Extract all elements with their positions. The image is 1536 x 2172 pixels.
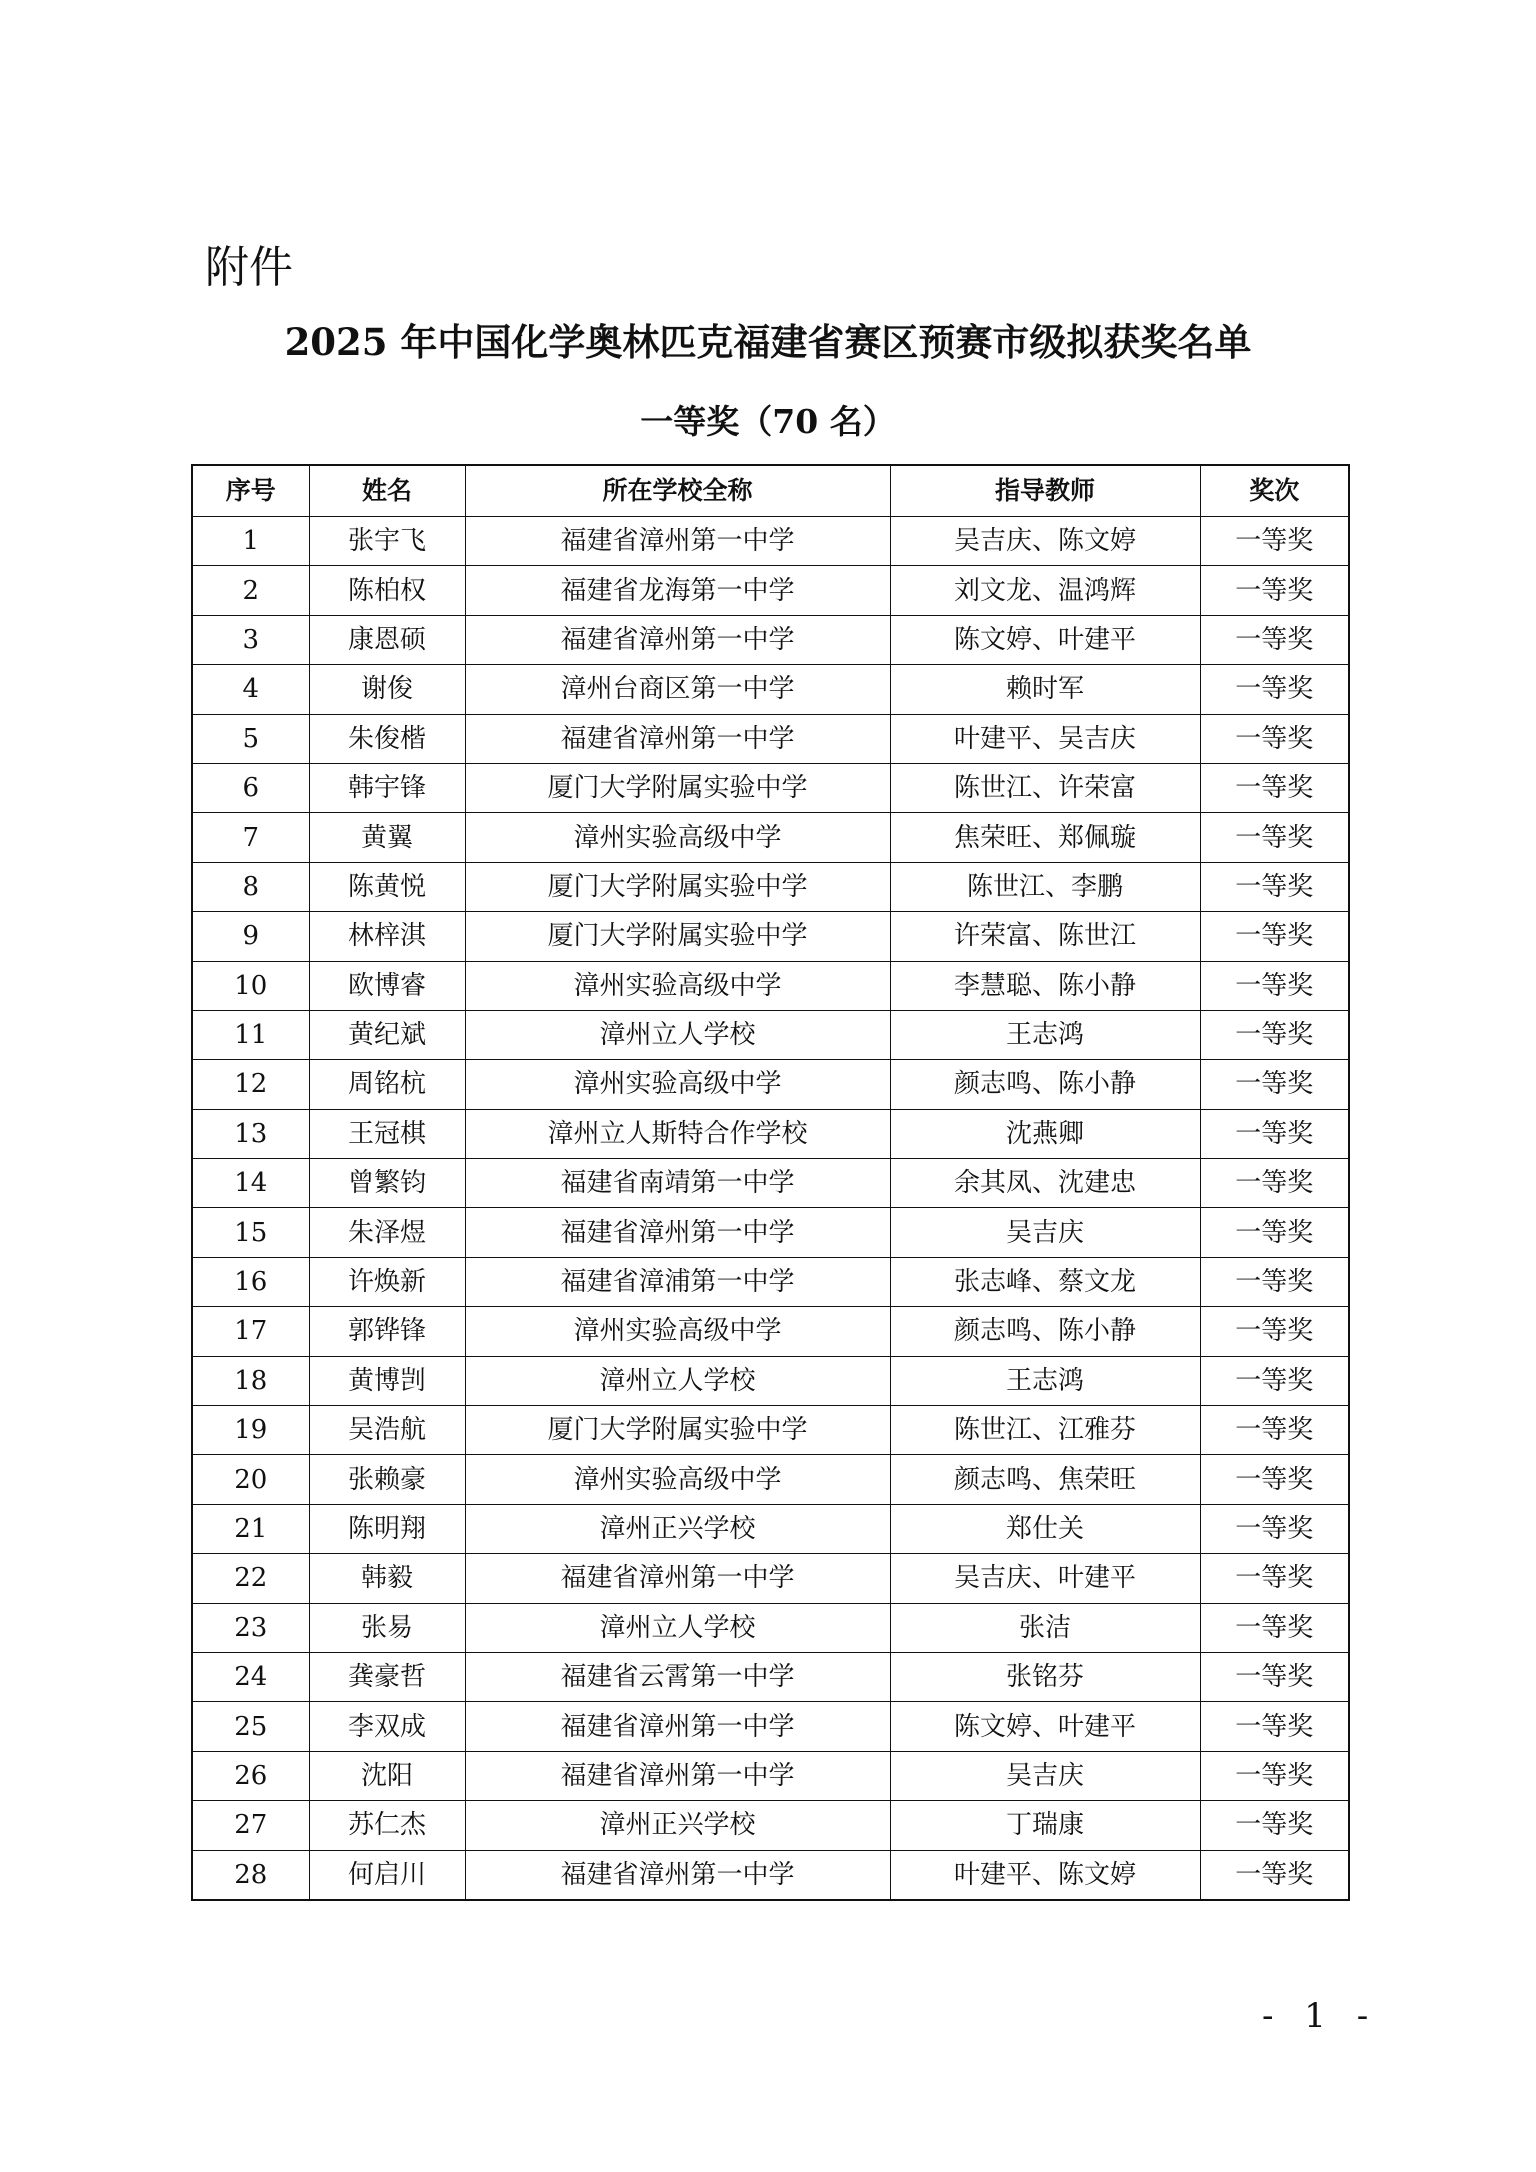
cell-award: 一等奖 bbox=[1200, 862, 1349, 911]
cell-teacher: 张洁 bbox=[890, 1603, 1200, 1652]
cell-school: 福建省漳州第一中学 bbox=[465, 517, 890, 566]
table-row bbox=[192, 714, 1349, 763]
cell-name: 韩宇锋 bbox=[309, 763, 465, 812]
cell-school: 福建省云霄第一中学 bbox=[465, 1652, 890, 1701]
header-seq: 序号 bbox=[192, 465, 309, 517]
cell-name: 欧博睿 bbox=[309, 961, 465, 1010]
cell-seq: 16 bbox=[192, 1257, 309, 1306]
cell-school: 福建省漳州第一中学 bbox=[465, 1208, 890, 1257]
cell-teacher: 王志鸿 bbox=[890, 1356, 1200, 1405]
cell-teacher: 余其凤、沈建忠 bbox=[890, 1159, 1200, 1208]
cell-teacher: 陈世江、江雅芬 bbox=[890, 1406, 1200, 1455]
cell-seq: 19 bbox=[192, 1406, 309, 1455]
cell-seq: 11 bbox=[192, 1010, 309, 1059]
cell-seq: 5 bbox=[192, 714, 309, 763]
table-row bbox=[192, 1109, 1349, 1158]
cell-teacher: 叶建平、吴吉庆 bbox=[890, 714, 1200, 763]
cell-seq: 17 bbox=[192, 1307, 309, 1356]
header-teacher: 指导教师 bbox=[890, 465, 1200, 517]
award-level-heading: 一等奖（70 名） bbox=[640, 402, 896, 441]
cell-seq: 22 bbox=[192, 1554, 309, 1603]
cell-seq: 26 bbox=[192, 1751, 309, 1800]
cell-teacher: 丁瑞康 bbox=[890, 1801, 1200, 1850]
cell-seq: 25 bbox=[192, 1702, 309, 1751]
table-row bbox=[192, 1751, 1349, 1800]
cell-seq: 4 bbox=[192, 665, 309, 714]
table-row bbox=[192, 1406, 1349, 1455]
cell-award: 一等奖 bbox=[1200, 763, 1349, 812]
cell-seq: 9 bbox=[192, 912, 309, 961]
table-row bbox=[192, 1356, 1349, 1405]
cell-school: 福建省漳州第一中学 bbox=[465, 1850, 890, 1900]
cell-seq: 18 bbox=[192, 1356, 309, 1405]
cell-name: 谢俊 bbox=[309, 665, 465, 714]
cell-teacher: 吴吉庆 bbox=[890, 1208, 1200, 1257]
table-row bbox=[192, 1208, 1349, 1257]
cell-name: 吴浩航 bbox=[309, 1406, 465, 1455]
cell-teacher: 刘文龙、温鸿辉 bbox=[890, 566, 1200, 615]
table-body bbox=[192, 517, 1349, 1900]
cell-teacher: 颜志鸣、陈小静 bbox=[890, 1060, 1200, 1109]
header-school: 所在学校全称 bbox=[465, 465, 890, 517]
cell-teacher: 沈燕卿 bbox=[890, 1109, 1200, 1158]
cell-name: 陈黄悦 bbox=[309, 862, 465, 911]
cell-teacher: 颜志鸣、陈小静 bbox=[890, 1307, 1200, 1356]
header-name: 姓名 bbox=[309, 465, 465, 517]
cell-name: 何启川 bbox=[309, 1850, 465, 1900]
page-number: - 1 - bbox=[1262, 1996, 1379, 2036]
cell-name: 张宇飞 bbox=[309, 517, 465, 566]
cell-school: 漳州正兴学校 bbox=[465, 1801, 890, 1850]
cell-award: 一等奖 bbox=[1200, 1751, 1349, 1800]
cell-school: 福建省漳州第一中学 bbox=[465, 615, 890, 664]
cell-seq: 13 bbox=[192, 1109, 309, 1158]
cell-teacher: 赖时军 bbox=[890, 665, 1200, 714]
cell-name: 朱俊楷 bbox=[309, 714, 465, 763]
cell-award: 一等奖 bbox=[1200, 1356, 1349, 1405]
table-row bbox=[192, 665, 1349, 714]
cell-teacher: 李慧聪、陈小静 bbox=[890, 961, 1200, 1010]
cell-teacher: 张铭芬 bbox=[890, 1652, 1200, 1701]
cell-teacher: 叶建平、陈文婷 bbox=[890, 1850, 1200, 1900]
cell-teacher: 陈文婷、叶建平 bbox=[890, 1702, 1200, 1751]
cell-teacher: 陈文婷、叶建平 bbox=[890, 615, 1200, 664]
table-row bbox=[192, 1010, 1349, 1059]
cell-award: 一等奖 bbox=[1200, 1702, 1349, 1751]
cell-school: 漳州实验高级中学 bbox=[465, 1455, 890, 1504]
cell-name: 张易 bbox=[309, 1603, 465, 1652]
table-row bbox=[192, 1652, 1349, 1701]
cell-name: 郭铧锋 bbox=[309, 1307, 465, 1356]
cell-name: 陈柏权 bbox=[309, 566, 465, 615]
cell-award: 一等奖 bbox=[1200, 1257, 1349, 1306]
cell-school: 漳州实验高级中学 bbox=[465, 961, 890, 1010]
cell-name: 林梓淇 bbox=[309, 912, 465, 961]
cell-name: 黄纪斌 bbox=[309, 1010, 465, 1059]
cell-school: 漳州实验高级中学 bbox=[465, 1307, 890, 1356]
cell-school: 福建省漳浦第一中学 bbox=[465, 1257, 890, 1306]
table-row bbox=[192, 566, 1349, 615]
cell-name: 许焕新 bbox=[309, 1257, 465, 1306]
cell-school: 福建省漳州第一中学 bbox=[465, 1554, 890, 1603]
table-row bbox=[192, 961, 1349, 1010]
cell-seq: 8 bbox=[192, 862, 309, 911]
cell-seq: 15 bbox=[192, 1208, 309, 1257]
cell-school: 漳州实验高级中学 bbox=[465, 1060, 890, 1109]
cell-name: 苏仁杰 bbox=[309, 1801, 465, 1850]
cell-seq: 1 bbox=[192, 517, 309, 566]
cell-name: 王冠棋 bbox=[309, 1109, 465, 1158]
cell-award: 一等奖 bbox=[1200, 665, 1349, 714]
cell-teacher: 陈世江、李鹏 bbox=[890, 862, 1200, 911]
cell-school: 漳州正兴学校 bbox=[465, 1504, 890, 1553]
cell-seq: 28 bbox=[192, 1850, 309, 1900]
cell-award: 一等奖 bbox=[1200, 1307, 1349, 1356]
cell-school: 福建省龙海第一中学 bbox=[465, 566, 890, 615]
cell-name: 李双成 bbox=[309, 1702, 465, 1751]
cell-award: 一等奖 bbox=[1200, 714, 1349, 763]
cell-seq: 24 bbox=[192, 1652, 309, 1701]
attachment-label: 附件 bbox=[205, 242, 293, 293]
cell-seq: 20 bbox=[192, 1455, 309, 1504]
cell-award: 一等奖 bbox=[1200, 566, 1349, 615]
cell-teacher: 焦荣旺、郑佩璇 bbox=[890, 813, 1200, 862]
cell-school: 厦门大学附属实验中学 bbox=[465, 1406, 890, 1455]
cell-school: 漳州立人学校 bbox=[465, 1356, 890, 1405]
cell-teacher: 许荣富、陈世江 bbox=[890, 912, 1200, 961]
cell-teacher: 吴吉庆、陈文婷 bbox=[890, 517, 1200, 566]
cell-seq: 6 bbox=[192, 763, 309, 812]
cell-name: 沈阳 bbox=[309, 1751, 465, 1800]
cell-name: 黄翼 bbox=[309, 813, 465, 862]
cell-teacher: 吴吉庆、叶建平 bbox=[890, 1554, 1200, 1603]
table-row bbox=[192, 1504, 1349, 1553]
cell-award: 一等奖 bbox=[1200, 1554, 1349, 1603]
table-row bbox=[192, 517, 1349, 566]
cell-seq: 23 bbox=[192, 1603, 309, 1652]
cell-seq: 3 bbox=[192, 615, 309, 664]
cell-award: 一等奖 bbox=[1200, 813, 1349, 862]
cell-name: 龚豪哲 bbox=[309, 1652, 465, 1701]
cell-school: 福建省南靖第一中学 bbox=[465, 1159, 890, 1208]
table-row bbox=[192, 1850, 1349, 1900]
table-row bbox=[192, 1801, 1349, 1850]
cell-school: 漳州实验高级中学 bbox=[465, 813, 890, 862]
cell-award: 一等奖 bbox=[1200, 1504, 1349, 1553]
cell-school: 厦门大学附属实验中学 bbox=[465, 912, 890, 961]
cell-school: 厦门大学附属实验中学 bbox=[465, 763, 890, 812]
cell-teacher: 吴吉庆 bbox=[890, 1751, 1200, 1800]
cell-school: 福建省漳州第一中学 bbox=[465, 1702, 890, 1751]
cell-school: 厦门大学附属实验中学 bbox=[465, 862, 890, 911]
table-row bbox=[192, 912, 1349, 961]
cell-award: 一等奖 bbox=[1200, 1406, 1349, 1455]
cell-school: 漳州立人学校 bbox=[465, 1603, 890, 1652]
cell-school: 福建省漳州第一中学 bbox=[465, 714, 890, 763]
cell-school: 漳州台商区第一中学 bbox=[465, 665, 890, 714]
table-row bbox=[192, 763, 1349, 812]
cell-teacher: 郑仕关 bbox=[890, 1504, 1200, 1553]
cell-name: 陈明翔 bbox=[309, 1504, 465, 1553]
cell-name: 张赖豪 bbox=[309, 1455, 465, 1504]
cell-name: 周铭杭 bbox=[309, 1060, 465, 1109]
table-row bbox=[192, 1554, 1349, 1603]
cell-seq: 12 bbox=[192, 1060, 309, 1109]
table-row bbox=[192, 1159, 1349, 1208]
cell-award: 一等奖 bbox=[1200, 1010, 1349, 1059]
table-header-row bbox=[192, 465, 1349, 517]
table-row bbox=[192, 1307, 1349, 1356]
header-award: 奖次 bbox=[1200, 465, 1349, 517]
cell-award: 一等奖 bbox=[1200, 1652, 1349, 1701]
cell-award: 一等奖 bbox=[1200, 517, 1349, 566]
cell-award: 一等奖 bbox=[1200, 615, 1349, 664]
cell-award: 一等奖 bbox=[1200, 1850, 1349, 1900]
document-title: 2025 年中国化学奥林匹克福建省赛区预赛市级拟获奖名单 bbox=[284, 320, 1252, 364]
cell-teacher: 颜志鸣、焦荣旺 bbox=[890, 1455, 1200, 1504]
cell-seq: 2 bbox=[192, 566, 309, 615]
cell-seq: 7 bbox=[192, 813, 309, 862]
cell-seq: 10 bbox=[192, 961, 309, 1010]
table-row bbox=[192, 1060, 1349, 1109]
cell-seq: 27 bbox=[192, 1801, 309, 1850]
cell-award: 一等奖 bbox=[1200, 1603, 1349, 1652]
cell-award: 一等奖 bbox=[1200, 961, 1349, 1010]
table-row bbox=[192, 813, 1349, 862]
cell-school: 漳州立人斯特合作学校 bbox=[465, 1109, 890, 1158]
cell-school: 福建省漳州第一中学 bbox=[465, 1751, 890, 1800]
cell-award: 一等奖 bbox=[1200, 912, 1349, 961]
cell-award: 一等奖 bbox=[1200, 1801, 1349, 1850]
award-table bbox=[191, 464, 1350, 1901]
table-row bbox=[192, 1702, 1349, 1751]
cell-award: 一等奖 bbox=[1200, 1159, 1349, 1208]
cell-award: 一等奖 bbox=[1200, 1208, 1349, 1257]
table-row bbox=[192, 615, 1349, 664]
cell-seq: 21 bbox=[192, 1504, 309, 1553]
cell-award: 一等奖 bbox=[1200, 1109, 1349, 1158]
cell-award: 一等奖 bbox=[1200, 1060, 1349, 1109]
cell-name: 康恩硕 bbox=[309, 615, 465, 664]
cell-teacher: 陈世江、许荣富 bbox=[890, 763, 1200, 812]
table-row bbox=[192, 1257, 1349, 1306]
cell-teacher: 王志鸿 bbox=[890, 1010, 1200, 1059]
table-row bbox=[192, 1603, 1349, 1652]
cell-name: 韩毅 bbox=[309, 1554, 465, 1603]
cell-award: 一等奖 bbox=[1200, 1455, 1349, 1504]
cell-seq: 14 bbox=[192, 1159, 309, 1208]
cell-name: 朱泽煜 bbox=[309, 1208, 465, 1257]
cell-teacher: 张志峰、蔡文龙 bbox=[890, 1257, 1200, 1306]
table-row bbox=[192, 862, 1349, 911]
cell-school: 漳州立人学校 bbox=[465, 1010, 890, 1059]
cell-name: 曾繁钧 bbox=[309, 1159, 465, 1208]
cell-name: 黄博剀 bbox=[309, 1356, 465, 1405]
table-row bbox=[192, 1455, 1349, 1504]
